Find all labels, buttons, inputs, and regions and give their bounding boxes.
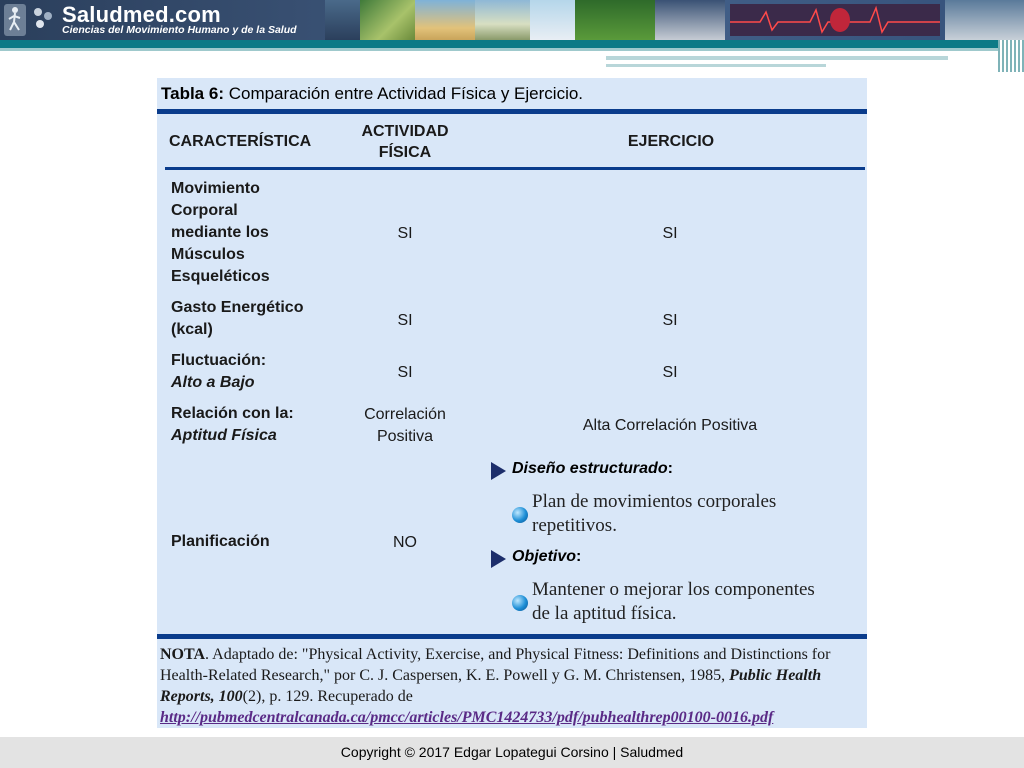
header-banner <box>0 0 1024 40</box>
runner-icon <box>4 4 26 36</box>
bullet-objetivo-heading: Objetivo: <box>512 548 582 565</box>
gym-photo <box>655 0 725 40</box>
cell-ejercicio-gasto: SI <box>662 312 678 329</box>
logo-title: Saludmed.com <box>62 2 221 27</box>
cyclist-photo <box>945 0 1024 40</box>
decor-line <box>606 56 948 60</box>
athlete-photo <box>360 0 415 40</box>
row-label-movimiento: Movimiento Corporal mediante los Músculos Esqueléticos <box>171 180 270 285</box>
cell-actividad-movimiento: SI <box>397 225 413 242</box>
source-link[interactable]: http://pubmedcentralcanada.ca/pmcc/articles/PMC1424733/pdf/pubhealthrep00100-0016.pdf <box>160 709 774 726</box>
right-decor-stripes <box>998 40 1024 72</box>
ball-bullet-icon <box>512 595 528 611</box>
decor-line <box>606 64 826 67</box>
copyright-text: Copyright © 2017 Edgar Lopategui Corsino | Saludmed <box>340 744 684 760</box>
table-top-rule <box>157 109 867 114</box>
banner-photo-strip <box>325 0 1024 40</box>
logo-subtitle: Ciencias del Movimiento Humano y de la Salud <box>62 24 297 36</box>
cell-actividad-planificacion: NO <box>393 534 417 551</box>
header-stripe <box>0 40 1024 48</box>
site-logo[interactable] <box>4 2 324 38</box>
cell-actividad-gasto: SI <box>397 312 413 329</box>
treadmill-photo <box>325 0 360 40</box>
table-note: NOTA. Adaptado de: "Physical Activity, Exercise, and Physical Fitness: Definitions and Distinctions for Health-Related Research," por C. J. Caspersen, K. E. Powell y G. M. Christensen, 1985, Public Health Reports, 100(2), p. 129. Recuperado de http://pubmedcentralcanada.ca/pmcc/articles/PMC1424733/pdf/pubhealthrep00100-0016.pdf <box>160 646 831 726</box>
cell-ejercicio-fluctuacion: SI <box>662 364 678 381</box>
cell-ejercicio-movimiento: SI <box>662 225 678 242</box>
cell-actividad-fluctuacion: SI <box>397 364 413 381</box>
row-label-planificacion: Planificación <box>171 533 270 550</box>
header-actividad-fisica: ACTIVIDAD FÍSICA <box>361 123 449 161</box>
ecg-heart-graphic <box>730 4 940 36</box>
triangle-bullet-icon <box>491 462 506 480</box>
beach-photo <box>415 0 475 40</box>
cell-ejercicio-relacion: Alta Correlación Positiva <box>582 417 758 434</box>
cell-actividad-relacion: Correlación Positiva <box>364 406 446 445</box>
ball-bullet-icon <box>512 507 528 523</box>
row-label-gasto: Gasto Energético (kcal) <box>171 299 304 338</box>
logo-dots-icon <box>34 8 58 32</box>
header-ejercicio: EJERCICIO <box>627 133 715 150</box>
header-stripe-light <box>0 48 1024 51</box>
runners-photo <box>475 0 530 40</box>
stretch-photo <box>575 0 655 40</box>
row-label-relacion: Relación con la: Aptitud Física <box>171 405 294 444</box>
table-caption: Tabla 6: Comparación entre Actividad Física y Ejercicio. <box>161 84 584 103</box>
bullet-diseno-text: Plan de movimientos corporales repetitivos. <box>532 491 777 536</box>
bullet-diseno-heading: Diseño estructurado: <box>512 460 673 477</box>
comparison-table <box>157 78 867 728</box>
triangle-bullet-icon <box>491 550 506 568</box>
table-bottom-rule <box>157 634 867 639</box>
header-rule <box>165 167 865 170</box>
dance-photo <box>530 0 575 40</box>
footer <box>0 737 1024 768</box>
header-caracteristica: CARACTERÍSTICA <box>169 133 312 150</box>
bullet-objetivo-text: Mantener o mejorar los componentes de la aptitud física. <box>532 579 815 624</box>
row-label-fluctuacion: Fluctuación: Alto a Bajo <box>171 352 267 391</box>
